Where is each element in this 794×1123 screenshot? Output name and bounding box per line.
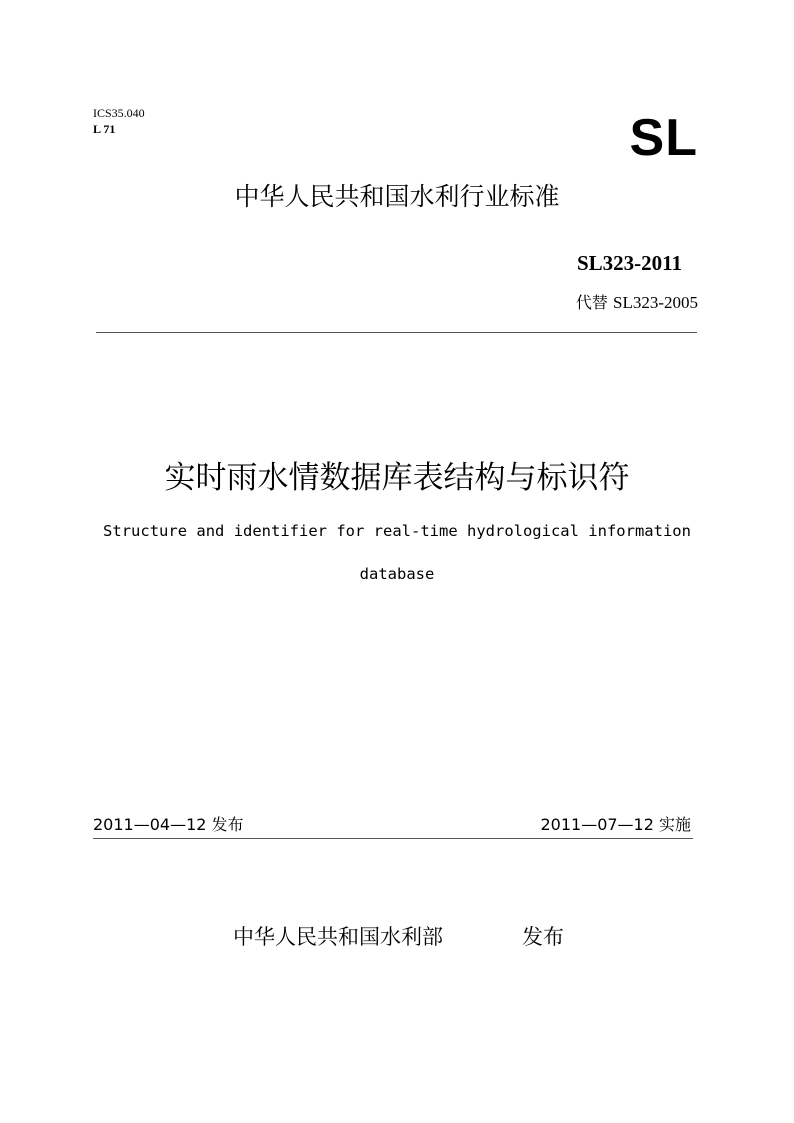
replaces-line (576, 292, 698, 314)
bottom-divider (93, 838, 693, 839)
replaces-code: SL323-2005 (613, 293, 698, 312)
standard-code: SL323-2011 (576, 251, 682, 275)
standard-logo: SL (629, 109, 698, 167)
publish-label: 发布 (522, 925, 564, 949)
standard-category: 中华人民共和国水利行业标准 (234, 182, 560, 211)
title-english-line1: Structure and identifier for real-time hydrological information (103, 522, 691, 540)
ics-code: ICS35.040 (93, 106, 145, 120)
top-divider (96, 332, 697, 333)
issue-date: 2011—04—12 发布 (93, 815, 244, 834)
publisher-name: 中华人民共和国水利部 (233, 925, 443, 949)
classification-code: L 71 (93, 122, 116, 136)
title-english-line2: database (359, 565, 435, 583)
title-chinese: 实时雨水情数据库表结构与标识符 (164, 460, 630, 496)
replaces-label: 代替 (575, 293, 608, 312)
implementation-date: 2011—07—12 实施 (540, 815, 691, 834)
